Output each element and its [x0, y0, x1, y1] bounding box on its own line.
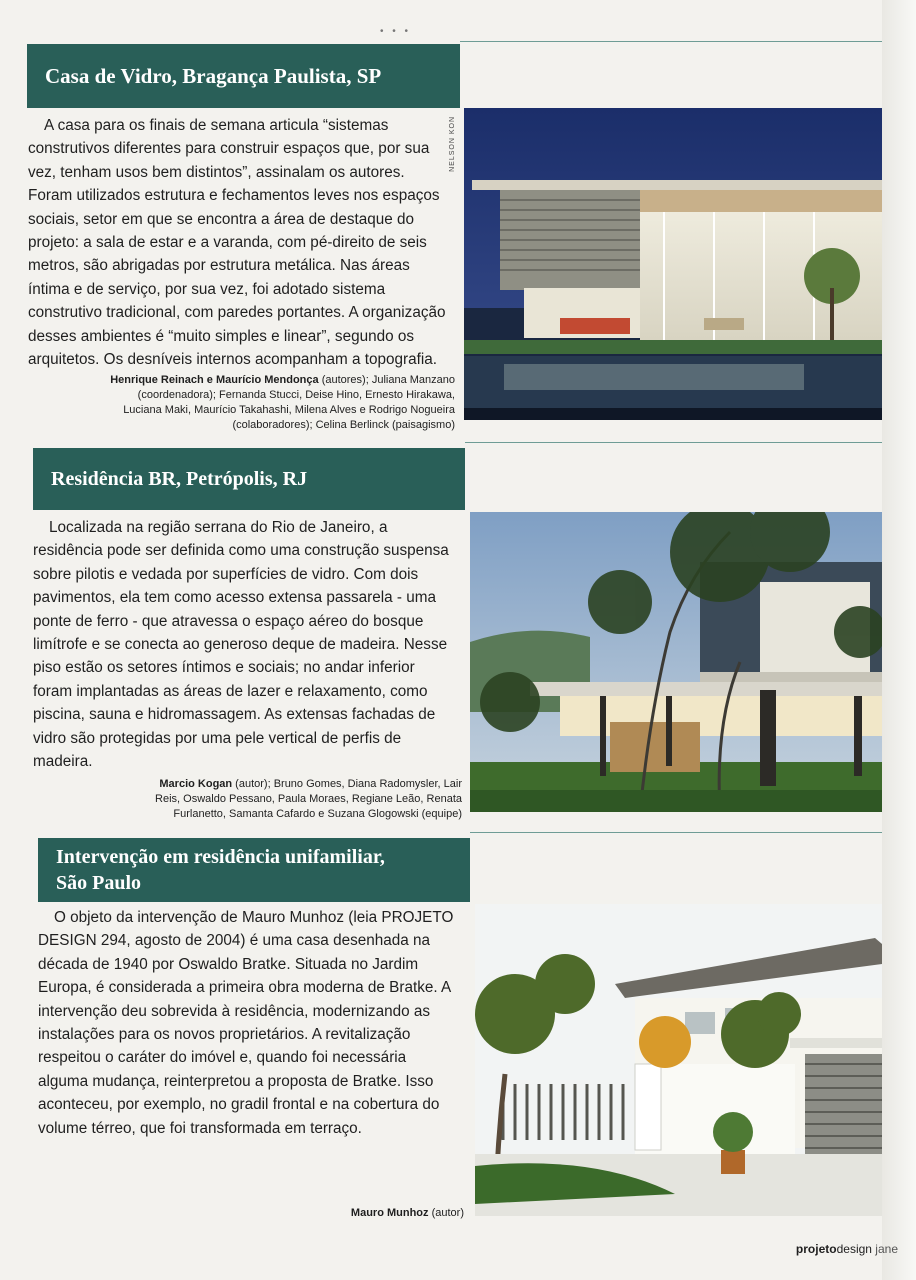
section-2-photo-residencia-br [470, 512, 882, 812]
footer-brand-design: design [836, 1242, 872, 1256]
section-1-photo-credit: NELSON KON [449, 116, 456, 172]
section-2-credits-team: (autor); Bruno Gomes, Diana Radomysler, Lair Reis, Oswaldo Pessano, Paula Moraes, Regiane Leão, Renata Furlanetto, Samanta Cafardo e Suzana Glogowski (equipe) [155, 778, 462, 820]
section-1-rule [460, 41, 882, 42]
section-1-credits-team: (autores); Juliana Manzano (coordenadora); Fernanda Stucci, Deise Hino, Ernesto Hirakawa, Luciana Maki, Maurício Takahashi, Milena Alves e Rodrigo Nogueira (colaboradores); Celina Berlinck (paisagismo) [123, 374, 455, 431]
section-1-title-bar [27, 44, 460, 108]
footer-month: jane [871, 1242, 898, 1256]
section-2-body: Localizada na região serrana do Rio de Janeiro, a residência pode ser definida como uma construção suspensa sobre pilotis e vedada por superfícies de vidro. Com dois pavimentos, ela tem como acesso extensa passarela - uma ponte de ferro - que atravessa o espaço aéreo do bosque limítrofe e se conecta ao generoso deque de madeira. Nesse piso estão os setores íntimos e sociais; no andar inferior foram implantadas as áreas de lazer e relaxamento, como piscina, sauna e hidromassagem. As extensas fachadas de vidro são protegidas por uma pele vertical de perfis de madeira. [33, 519, 449, 771]
section-2-title-bar [33, 448, 465, 510]
page-top-marks: • • • [380, 26, 412, 37]
section-3-title-line-2: São Paulo [56, 872, 142, 894]
section-2-credits-authors: Marcio Kogan [159, 778, 233, 790]
section-1-credits-authors: Henrique Reinach e Maurício Mendonça [110, 374, 319, 386]
section-1-photo-glass-house [464, 108, 882, 420]
section-1-body: A casa para os finais de semana articula “sistemas construtivos diferentes para construir espaços que, por sua vez, tenham usos bem distintos”, assinalam os autores. Foram utilizados estrutura e fechamentos leves nos espaços sociais, setor em que se encontra a área de destaque do projeto: a sala de estar e a varanda, com pé-direito de seis metros, são abrigadas por estrutura metálica. Nas áreas íntima e de serviço, por sua vez, foi adotado sistema construtivo tradicional, com paredes portantes. A organização desses ambientes é “muito simples e linear”, segundo os arquitetos. Os desníveis internos acompanham a topografia. [28, 117, 446, 369]
section-3-credits-team: (autor) [428, 1207, 464, 1219]
section-3-title-bar [38, 838, 470, 902]
page-edge-shadow [882, 0, 916, 1280]
section-2-title: Residência BR, Petrópolis, RJ [51, 467, 308, 490]
section-1-credits [110, 373, 455, 433]
page-footer [796, 1242, 898, 1256]
section-1-title: Casa de Vidro, Bragança Paulista, SP [45, 63, 382, 88]
section-3-photo-bratke-house [475, 904, 882, 1216]
section-3-credits-authors: Mauro Munhoz [350, 1207, 429, 1219]
section-3-credits [280, 1206, 464, 1221]
footer-brand-projeto: projeto [795, 1242, 837, 1256]
section-2-credits [148, 777, 462, 822]
section-3-title-line-1: Intervenção em residência unifamiliar, [56, 846, 385, 868]
section-3-body: O objeto da intervenção de Mauro Munhoz (leia PROJETO DESIGN 294, agosto de 2004) é uma casa desenhada na década de 1940 por Oswaldo Bratke. Situada no Jardim Europa, é considerada a primeira obra moderna de Bratke. A intervenção deu sobrevida à residência, modernizando as instalações para os novos proprietários. A revitalização respeitou o caráter do imóvel e, quando foi necessária alguma mudança, reinterpretou a proposta de Bratke. Isso aconteceu, por exemplo, no gradil frontal e na cobertura do volume térreo, que foi transformada em terraço. [38, 909, 454, 1137]
section-3-rule [470, 832, 882, 833]
section-2-rule [465, 442, 882, 443]
